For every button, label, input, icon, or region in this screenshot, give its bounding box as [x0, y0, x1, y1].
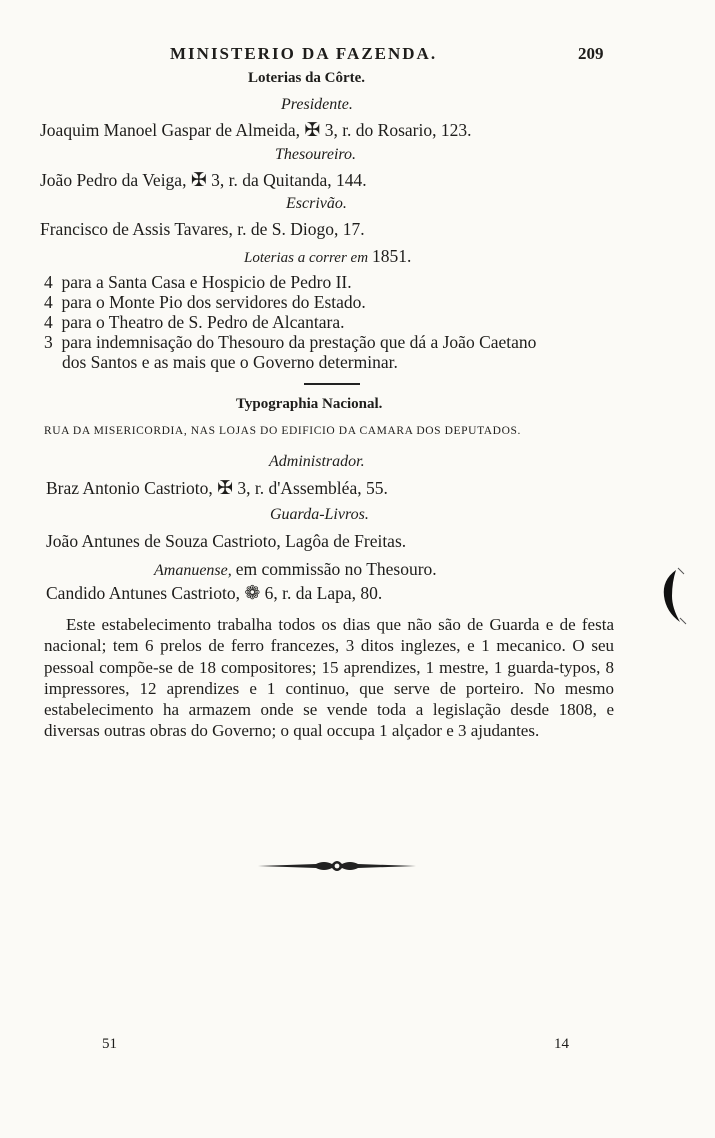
entry-amanuense-name: Candido Antunes Castrioto, — [46, 583, 240, 603]
running-header-title: MINISTERIO DA FAZENDA. — [170, 44, 438, 63]
lottery-item — [44, 292, 366, 313]
entry-amanuense — [46, 583, 382, 604]
role-amanuense: Amanuense, — [154, 562, 232, 579]
entry-presidente-name: Joaquim Manoel Gaspar de Almeida, — [40, 120, 301, 140]
amanuense-note: em commissão no Thesouro. — [235, 559, 437, 579]
ornament-divider-icon — [258, 858, 416, 874]
amanuense-line — [154, 559, 437, 580]
order-rosette-icon: ❁ — [244, 583, 261, 604]
lottery-item-text: para indemnisação do Thesouro da prestação que dá a João Caetano — [61, 332, 537, 352]
margin-ink-mark-icon — [654, 566, 690, 626]
role-tesoureiro: Thesoureiro. — [275, 146, 357, 163]
lottery-item-count: 4 — [44, 312, 53, 332]
order-cross-icon: ✠ — [217, 478, 234, 499]
lottery-item-count: 4 — [44, 272, 53, 292]
footer-signature-right: 14 — [554, 1036, 569, 1052]
lottery-item — [44, 332, 536, 353]
lottery-item-text: para o Theatro de S. Pedro de Alcantara. — [61, 312, 345, 332]
section-heading-typographia: Typographia Nacional. — [236, 396, 383, 412]
order-cross-icon: ✠ — [190, 170, 207, 191]
loterias-correr-label: Loterias a correr em — [244, 250, 369, 266]
entry-escrivao: Francisco de Assis Tavares, r. de S. Diogo, 17. — [40, 219, 365, 239]
typographia-paragraph: Este estabelecimento trabalha todos os dias que não são de Guarda e de festa nacional; tem 6 prelos de ferro francezes, 3 ditos inglezes, e 1 mecanico. O seu pessoal compõe-se de 18 compositores; 15 aprendizes, 1 mestre, 1 guarda-typos, 8 impressores, 12 aprendizes e 1 continuo, que serve de porteiro. No mesmo estabelecimento ha armazem onde se vende toda a legislação desde 1808, e diversas outras obras do Governo; o qual occupa 1 alçador e 3 ajudantes. — [44, 615, 614, 741]
entry-amanuense-address: 6, r. da Lapa, 80. — [264, 583, 383, 603]
entry-administrador — [46, 478, 388, 499]
lottery-item-continuation: dos Santos e as mais que o Governo determinar. — [62, 352, 398, 372]
footer-signature-left: 51 — [102, 1036, 117, 1052]
lottery-item-text: para o Monte Pio dos servidores do Estado. — [61, 292, 366, 312]
lottery-item-text: para a Santa Casa e Hospicio de Pedro II. — [61, 272, 352, 292]
lottery-item-count: 4 — [44, 292, 53, 312]
lottery-item — [44, 312, 344, 333]
entry-administrador-name: Braz Antonio Castrioto, — [46, 478, 213, 498]
entry-tesoureiro-name: João Pedro da Veiga, — [40, 170, 187, 190]
page-number: 209 — [578, 44, 604, 63]
typographia-description — [44, 614, 614, 742]
entry-presidente — [40, 120, 472, 141]
entry-tesoureiro-address: 3, r. da Quitanda, 144. — [211, 170, 367, 190]
entry-presidente-address: 3, r. do Rosario, 123. — [324, 120, 472, 140]
section-divider — [304, 383, 360, 385]
entry-guarda-livros: João Antunes de Souza Castrioto, Lagôa de Freitas. — [46, 531, 407, 551]
role-administrador: Administrador. — [269, 453, 365, 470]
lottery-item-count: 3 — [44, 332, 53, 352]
role-presidente: Presidente. — [281, 96, 353, 113]
loterias-year-line — [244, 246, 411, 267]
section-heading-loterias: Loterias da Côrte. — [248, 70, 366, 86]
order-cross-icon: ✠ — [304, 120, 321, 141]
typographia-address: RUA DA MISERICORDIA, NAS LOJAS DO EDIFICIO DA CAMARA DOS DEPUTADOS. — [44, 425, 521, 437]
loterias-year: 1851. — [372, 246, 412, 266]
entry-tesoureiro — [40, 170, 367, 191]
role-guarda-livros: Guarda-Livros. — [270, 506, 369, 523]
entry-administrador-address: 3, r. d'Assembléa, 55. — [237, 478, 388, 498]
lottery-item — [44, 272, 352, 293]
role-escrivao: Escrivão. — [286, 195, 347, 212]
